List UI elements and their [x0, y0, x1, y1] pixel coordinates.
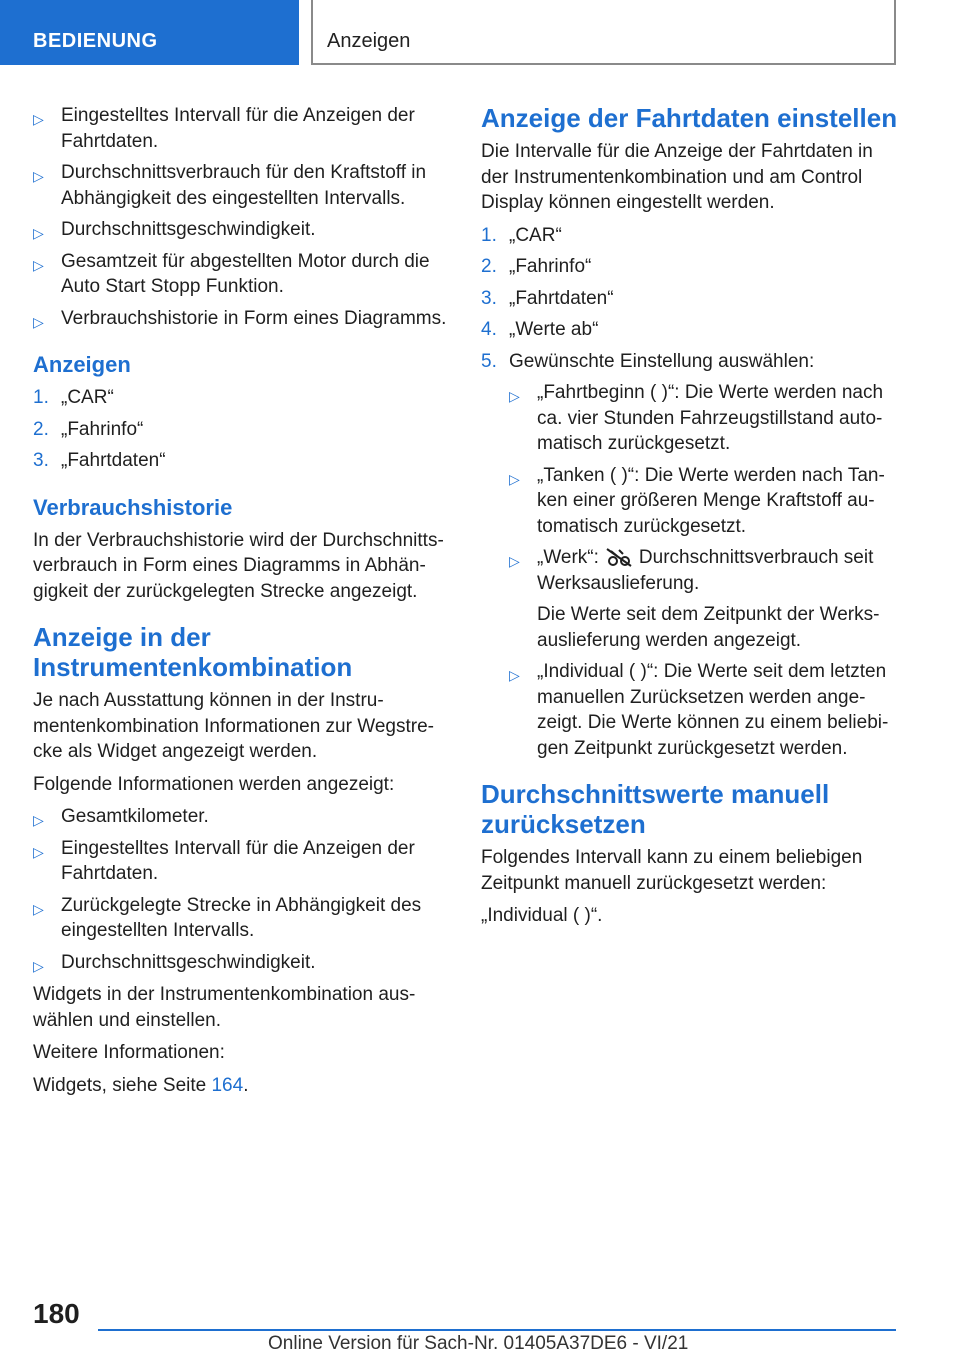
triangle-right-icon: ▷: [509, 667, 520, 683]
heading-durchschnittswerte: Durchschnittswerte manuell zurücksetzen: [481, 779, 830, 839]
list-item: ▷ „Fahrtbeginn ( )“: Die Werte werden nach ca. vier Stunden Fahrzeugstillstand automatisch zurückgesetzt.: [509, 382, 884, 454]
list-item: ▷ Durchschnittsgeschwindigkeit.: [33, 217, 451, 243]
step-number: 1.: [33, 387, 49, 408]
step-number: 2.: [481, 256, 497, 277]
paragraph: Die Werte seit dem Zeitpunkt der Werksauslieferung werden angezeigt.: [537, 604, 880, 651]
paragraph: „Individual ( )“.: [481, 905, 603, 926]
list-item: ▷ Verbrauchshistorie in Form eines Diagramms.: [33, 306, 451, 332]
triangle-right-icon: ▷: [33, 225, 44, 241]
paragraph: Weitere Informationen:: [33, 1042, 225, 1063]
paragraph: Widgets, siehe Seite 164.: [33, 1074, 249, 1096]
triangle-right-icon: ▷: [509, 388, 520, 404]
list-item: 3. „Fahrtdaten“: [481, 286, 901, 312]
bullet-list-kombi: [33, 804, 451, 975]
step-number: 4.: [481, 319, 497, 340]
step-number: 1.: [481, 224, 497, 246]
paragraph: Folgendes Intervall kann zu einem beliebigen Zeitpunkt manuell zurückgesetzt werden:: [481, 847, 863, 894]
list-item: ▷ „Werk“: Durchschnittsverbrauch seit Werksauslieferung. Die Werte seit dem Zeitpunkt der Werksauslieferung werden angezeigt.: [509, 545, 901, 653]
paragraph: Widgets in der Instrumentenkombination auswählen und einstellen.: [33, 984, 416, 1031]
heading-instrumentenkombination: Anzeige in der Instrumentenkombination: [33, 622, 353, 682]
list-item: 5. Gewünschte Einstellung auswählen: ▷ „Fahrtbeginn ( )“: Die Werte werden nach ca. vier Stunden Fahrzeugstillstand automatisch zurückgesetzt. ▷ „Tanken ( )“: Die Werte werden nach Tanken einer größeren Menge Kraftstoff automatisch zurückgesetzt. ▷ „Werk“: Durchschnittsverbrauch seit Werksauslieferung. Die Werte seit dem Zeitpunkt der Werksauslieferung werden angezeigt. ▷ „Individual ( )“: Die Werte seit dem letzten manuellen Zurücksetzen werden angezeigt. Die Werte können zu einem beliebigen Zeitpunkt zurückgesetzt werden.: [481, 349, 901, 762]
list-item: ▷ Gesamtzeit für abgestellten Motor durch die Auto Start Stopp Funktion.: [33, 250, 430, 297]
list-item: ▷ „Tanken ( )“: Die Werte werden nach Tanken einer größeren Menge Kraftstoff automatisch zurückgesetzt.: [509, 464, 885, 537]
footer-divider: [98, 1329, 896, 1331]
left-column: [33, 103, 451, 1105]
list-item: 1. „CAR“: [33, 385, 451, 411]
list-item: 2. „Fahrinfo“: [481, 254, 901, 280]
list-item: 1. „CAR“: [481, 223, 901, 249]
page-link[interactable]: 164: [211, 1074, 244, 1096]
list-item: 3. „Fahrtdaten“: [33, 448, 451, 474]
triangle-right-icon: ▷: [33, 256, 44, 273]
footer-text: Online Version für Sach-Nr. 01405A37DE6 - VI/21: [268, 1333, 689, 1354]
step-number: 5.: [481, 350, 497, 372]
heading-anzeigen: Anzeigen: [33, 352, 131, 377]
triangle-right-icon: ▷: [33, 313, 44, 330]
factory-reset-icon: [605, 547, 633, 567]
heading-fahrtdaten-einstellen: Anzeige der Fahrtdaten einstellen: [481, 103, 898, 133]
steps-fahrtdaten: [481, 223, 901, 762]
triangle-right-icon: ▷: [33, 843, 44, 860]
section-tab: BEDIENUNG: [0, 0, 299, 65]
steps-anzeigen: [33, 385, 451, 474]
step-number: 2.: [33, 418, 49, 440]
step-number: 3.: [33, 450, 49, 471]
list-item: 4. „Werte ab“: [481, 317, 901, 343]
paragraph: In der Verbrauchshistorie wird der Durchschnittsverbrauch in Form eines Diagramms in Abhängigkeit der zurückgelegten Strecke angezeigt.: [33, 529, 444, 602]
triangle-right-icon: ▷: [33, 168, 44, 184]
triangle-right-icon: ▷: [33, 111, 44, 127]
paragraph: Folgende Informationen werden angezeigt:: [33, 773, 395, 795]
list-item: ▷ Gesamtkilometer.: [33, 804, 451, 830]
step-number: 3.: [481, 287, 497, 309]
list-item: ▷ Durchschnittsgeschwindigkeit.: [33, 950, 451, 976]
triangle-right-icon: ▷: [33, 957, 44, 974]
chapter-title: Anzeigen: [311, 0, 896, 65]
heading-verbrauchshistorie: Verbrauchshistorie: [33, 494, 233, 520]
list-item: ▷ „Individual ( )“: Die Werte seit dem letzten manuellen Zurücksetzen werden angezeigt. Die Werte können zu einem beliebigen Zeitpunkt zurückgesetzt werden.: [509, 661, 889, 759]
right-column: [481, 103, 901, 936]
list-item: 2. „Fahrinfo“: [33, 417, 451, 443]
bullet-list-top: [33, 103, 451, 331]
triangle-right-icon: ▷: [33, 900, 44, 917]
page-number: 180: [33, 1298, 80, 1329]
list-item: ▷ Durchschnittsverbrauch für den Kraftstoff in Abhängigkeit des eingestellten Intervalls.: [33, 162, 427, 209]
sub-bullet-list: [509, 380, 901, 761]
list-item: ▷ Eingestelltes Intervall für die Anzeigen der Fahrtdaten.: [33, 837, 415, 884]
paragraph: Je nach Ausstattung können in der Instrumentenkombination Informationen zur Wegstrecke als Widget angezeigt werden.: [33, 690, 434, 762]
list-item: ▷ Zurückgelegte Strecke in Abhängigkeit des eingestellten Intervalls.: [33, 894, 422, 941]
triangle-right-icon: ▷: [509, 470, 520, 487]
triangle-right-icon: ▷: [509, 553, 520, 569]
list-item: ▷ Eingestelltes Intervall für die Anzeigen der Fahrtdaten.: [33, 105, 415, 152]
triangle-right-icon: ▷: [33, 812, 44, 828]
paragraph: Die Intervalle für die Anzeige der Fahrtdaten in der Instrumentenkombination und am Control Display können eingestellt werden.: [481, 141, 873, 213]
